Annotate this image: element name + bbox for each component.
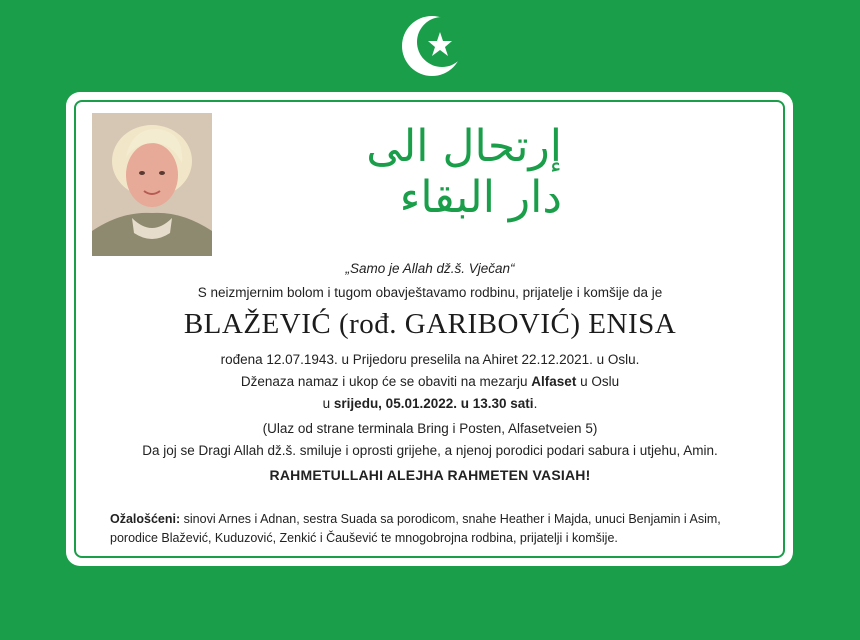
prayer-text: Da joj se Dragi Allah dž.š. smiluje i oprosti grijehe, a njenoj porodici podari sabura i utjehu, Amin. — [142, 443, 718, 458]
intro-text: S neizmjernim bolom i tugom obavještavamo rodbinu, prijatelje i komšije da je — [197, 285, 663, 300]
mourners-text — [110, 510, 770, 548]
mourners-list: sinovi Arnes i Adnan, sestra Suada sa porodicom, snahe Heather i Majda, unuci Benjamin i Asim, porodice Blažević, Kuduzović, Zenkić i Čaušević te mnogobrojna rodbina, prijatelji i komšije. — [110, 512, 721, 545]
arabic-calligraphy: إرتحال الى دار البقاء — [366, 121, 562, 223]
deceased-name: BLAŽEVIĆ (rođ. GARIBOVIĆ) ENISA — [183, 308, 677, 340]
dzenaza-after: u Oslu — [576, 374, 620, 389]
dzenaza-text — [80, 374, 780, 389]
date-suffix: . — [533, 396, 538, 411]
date-value: srijedu, 05.01.2022. u 13.30 sati — [333, 396, 534, 411]
quote: „Samo je Allah dž.š. Vječan“ — [345, 261, 515, 276]
date-prefix: u — [322, 396, 334, 411]
dzenaza-place: Alfaset — [531, 374, 577, 389]
crescent-star-icon — [396, 10, 468, 82]
dzenaza-before: Dženaza namaz i ukop će se obaviti na mezarju — [240, 374, 532, 389]
mourners-label: Ožalošćeni: — [110, 512, 181, 526]
birth-death-text: rođena 12.07.1943. u Prijedoru preselila na Ahiret 22.12.2021. u Oslu. — [220, 352, 640, 367]
funeral-date — [80, 396, 780, 411]
portrait-photo — [92, 113, 212, 256]
address-text: (Ulaz od strane terminala Bring i Posten, Alfasetveien 5) — [262, 421, 598, 436]
rahmet-text: RAHMETULLAHI ALEJHA RAHMETEN VASIAH! — [269, 467, 591, 483]
